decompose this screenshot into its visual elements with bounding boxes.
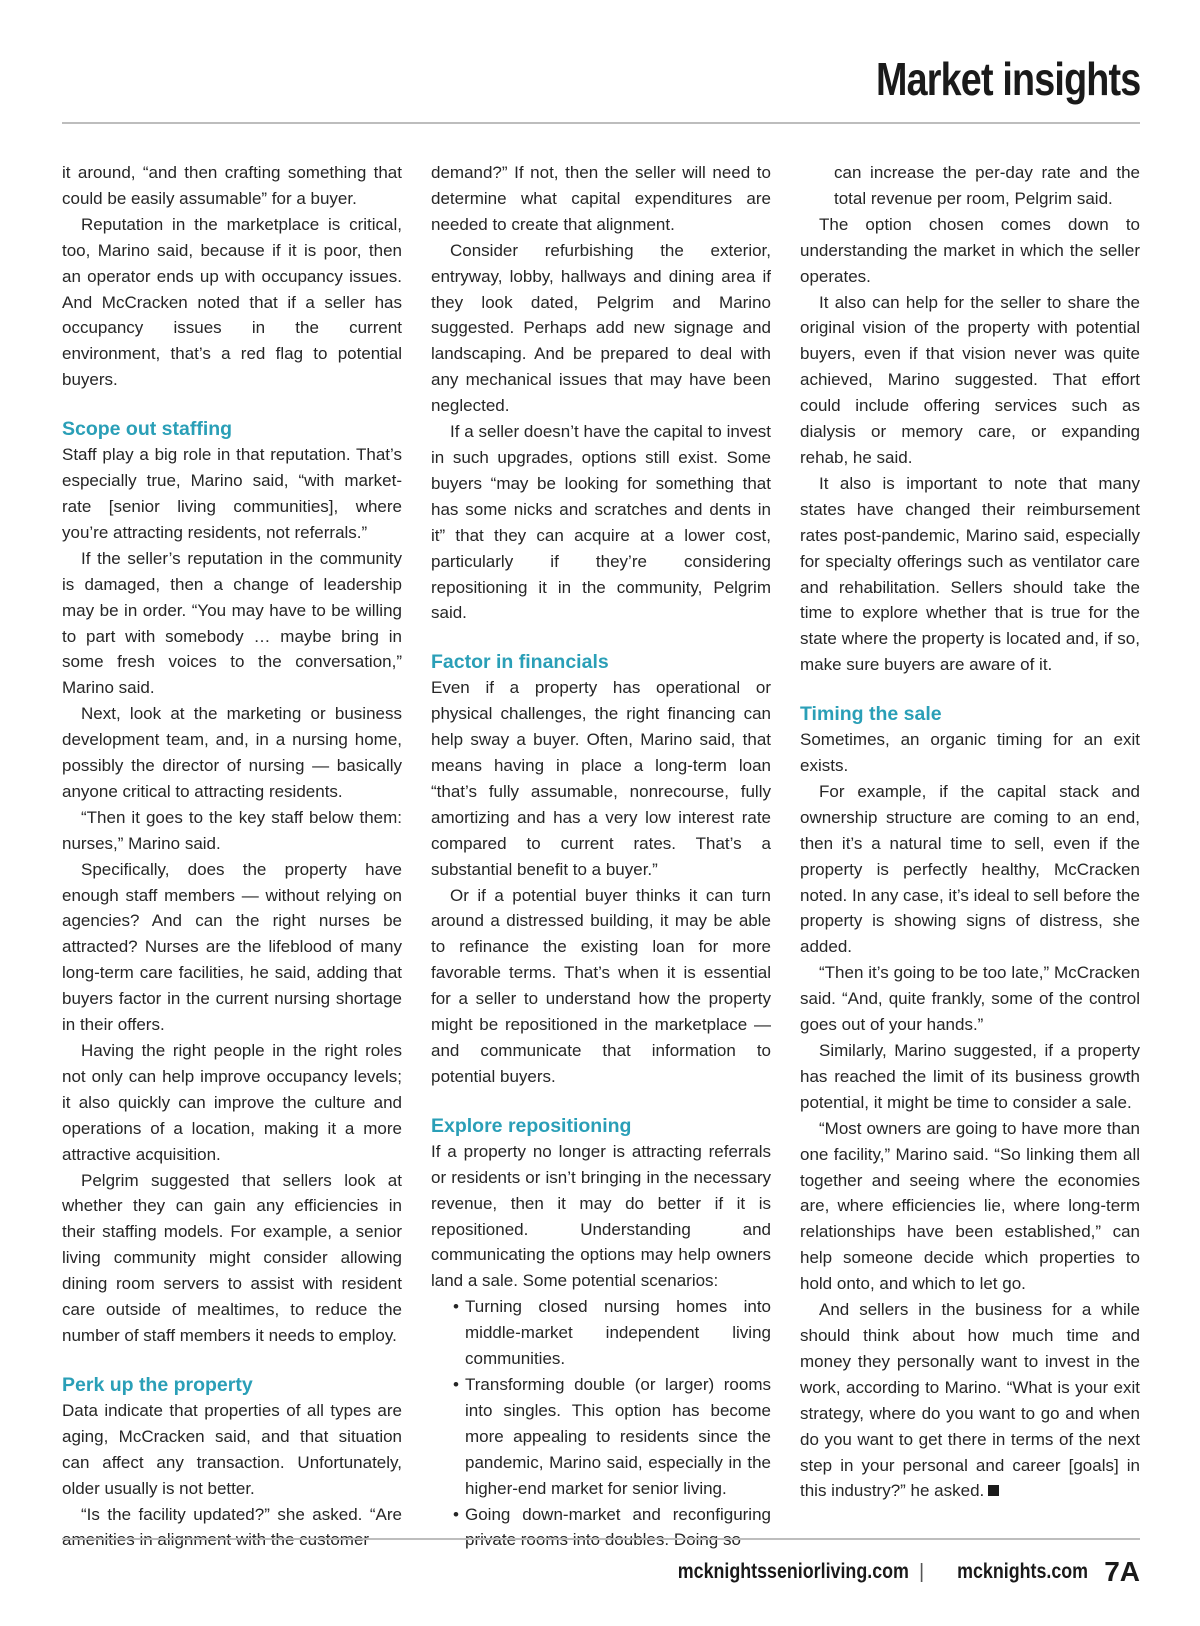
paragraph: It also can help for the seller to share the original vision of the property with potential buyers, even if that vision never was quite achieved, Marino suggested. That effort could include offering services such as dialysis or memory care, or expanding rehab, he said. <box>800 292 1140 467</box>
paragraph: demand?” If not, then the seller will need to determine what capital expenditures are needed to create that alignment. <box>431 163 771 234</box>
paragraph: “Is the facility updated?” she asked. “Are <box>81 1504 402 1524</box>
list-item: • Turning closed nursing homes into middle-market independent living communities. <box>431 1294 771 1372</box>
paragraph: Similarly, Marino suggested, if a property has reached the limit of its business growth potential, it might be time to consider a sale. <box>800 1041 1140 1112</box>
paragraph: The option chosen comes down to understanding the market in which the seller operates. <box>800 214 1140 286</box>
paragraph: Reputation in the marketplace is critical, too, Marino said, because if it is poor, then an operator ends up with occupancy issues. And McCracken noted that if a seller has occupancy issues in the current environment, that’s a red flag to potential buyers. <box>62 214 402 390</box>
bullet-list <box>431 1294 771 1553</box>
subheading: Factor in financials <box>431 651 609 674</box>
list-item: • Transforming double (or larger) rooms into singles. This option has become more appealing to residents since the pandemic, Marino said, especially in the higher-end market for senior living. <box>431 1372 771 1502</box>
paragraph: Sometimes, an organic timing for an exit exists. <box>800 730 1140 776</box>
list-item: • Going down-market and reconfiguring <box>431 1502 771 1554</box>
column-3 <box>800 160 1140 1520</box>
paragraph: “Most owners are going to have more than one facility,” Marino said. “So linking them all together and seeing where the economies are, where efficiencies lie, where long-term relationships have been established,” can help someone decide which properties to hold onto, and which to let go. <box>800 1118 1140 1294</box>
page-footer <box>637 1556 1140 1588</box>
subheading: Timing the sale <box>800 703 942 726</box>
subheading: Perk up the property <box>62 1373 253 1396</box>
paragraph: It also is important to note that many states have changed their reimbursement rates post-pandemic, Marino said, especially for specialty offerings such as ventilator care and rehabilitation. Sellers should take the time to explore whether that is true for the state where the property is located and, if so, make sure buyers are aware of it. <box>800 473 1140 675</box>
paragraph: If a seller doesn’t have the capital to invest in such upgrades, options still exist. Some buyers “may be looking for something that has some nicks and scratches and dents in it” that they can acquire at a lower cost, particularly if they’re considering repositioning it in the community, Pelgrim said. <box>431 422 771 623</box>
paragraph: Even if a property has operational or physical challenges, the right financing can help sway a buyer. Often, Marino said, that means having in place a long-term loan “that’s fully assumable, nonrecourse, fully amortizing and has a very low interest rate compared to current rates. That’s a substantial benefit to a buyer.” <box>431 678 771 879</box>
paragraph: If the seller’s reputation in the community is damaged, then a change of leadership may be in order. “You may have to be willing to part with somebody … maybe bring in some fresh voices to the conversation,” Marino said. <box>62 548 402 698</box>
footer-site-secondary: mcknights.com <box>957 1560 1089 1583</box>
page-number: 7A <box>1104 1556 1140 1587</box>
header-divider <box>62 122 1140 124</box>
paragraph: Consider refurbishing the exterior, entryway, lobby, hallways and dining area if they look dated, Pelgrim and Marino suggested. Perhaps add new signage and landscaping. And be prepared to deal with any mechanical issues that may have been neglected. <box>431 240 771 416</box>
paragraph: Or if a potential buyer thinks it can turn around a distressed building, it may be able to refinance the existing loan for more favorable terms. That’s when it is essential for a seller to understand how the property might be repositioned in the marketplace — and communicate that information to potential buyers. <box>431 885 771 1086</box>
footer-divider <box>62 1538 1140 1540</box>
paragraph: it around, “and then crafting something that could be easily assumable” for a buyer. <box>62 163 402 208</box>
footer-separator: | <box>918 1560 925 1583</box>
paragraph: “Then it’s going to be too late,” McCracken said. “And, quite frankly, some of the control goes out of your hands.” <box>800 963 1140 1035</box>
list-item-continued: can increase the per-day rate and the total revenue per room, Pelgrim said. <box>834 163 1140 208</box>
paragraph: Staff play a big role in that reputation. That’s especially true, Marino said, “with market-rate [senior living communities], where you’re attracting residents, not referrals.” <box>62 445 402 542</box>
subheading: Explore repositioning <box>431 1114 632 1137</box>
footer-site-primary: mcknightsseniorliving.com <box>677 1560 909 1583</box>
paragraph: Specifically, does the property have enough staff members — without relying on agencies? And can the right nurses be attracted? Nurses are the lifeblood of many long-term care facilities, he said, adding that buyers factor in the current nursing shortage in their offers. <box>62 859 402 1035</box>
column-1 <box>62 160 402 1524</box>
column-2 <box>431 160 771 1524</box>
paragraph: If a property no longer is attracting referrals or residents or isn’t bringing in the necessary revenue, then it may do better if it is repositioned. Understanding and communicating the options may help owners land a sale. Some potential scenarios: <box>431 1141 771 1291</box>
subheading: Scope out staffing <box>62 418 233 441</box>
paragraph: And sellers in the business for a while should think about how much time and money they personally want to invest in the work, according to Marino. “What is your exit strategy, where do you want to go and when do you want to get there in terms of the next step in your personal and career [goals] in this industry?” he asked. <box>800 1300 1140 1501</box>
paragraph: “Then it goes to the key staff below them: nurses,” Marino said. <box>62 807 402 853</box>
paragraph: For example, if the capital stack and ownership structure are coming to an end, then it’s a natural time to sell, even if the property is perfectly healthy, McCracken noted. In any case, it’s ideal to sell before the property is showing signs of distress, she added. <box>800 781 1140 957</box>
section-title: Market insights <box>875 53 1140 105</box>
paragraph: Having the right people in the right roles not only can help improve occupancy levels; it also quickly can improve the culture and operations of a location, making it a more attractive acquisition. <box>62 1041 402 1164</box>
paragraph: Pelgrim suggested that sellers look at whether they can gain any efficiencies in their staffing models. For example, a senior living community might consider allowing dining room servers to assist with resident care outside of mealtimes, to reduce the number of staff members it needs to employ. <box>62 1170 402 1345</box>
paragraph: Next, look at the marketing or business development team, and, in a nursing home, possibly the director of nursing — basically anyone critical to attracting residents. <box>62 704 402 801</box>
article-body <box>62 160 1140 1524</box>
end-of-article-mark <box>988 1485 999 1496</box>
bullet-list <box>800 160 1140 212</box>
paragraph: Data indicate that properties of all types are aging, McCracken said, and that situation can affect any transaction. Unfortunately, older usually is not better. <box>62 1400 402 1498</box>
